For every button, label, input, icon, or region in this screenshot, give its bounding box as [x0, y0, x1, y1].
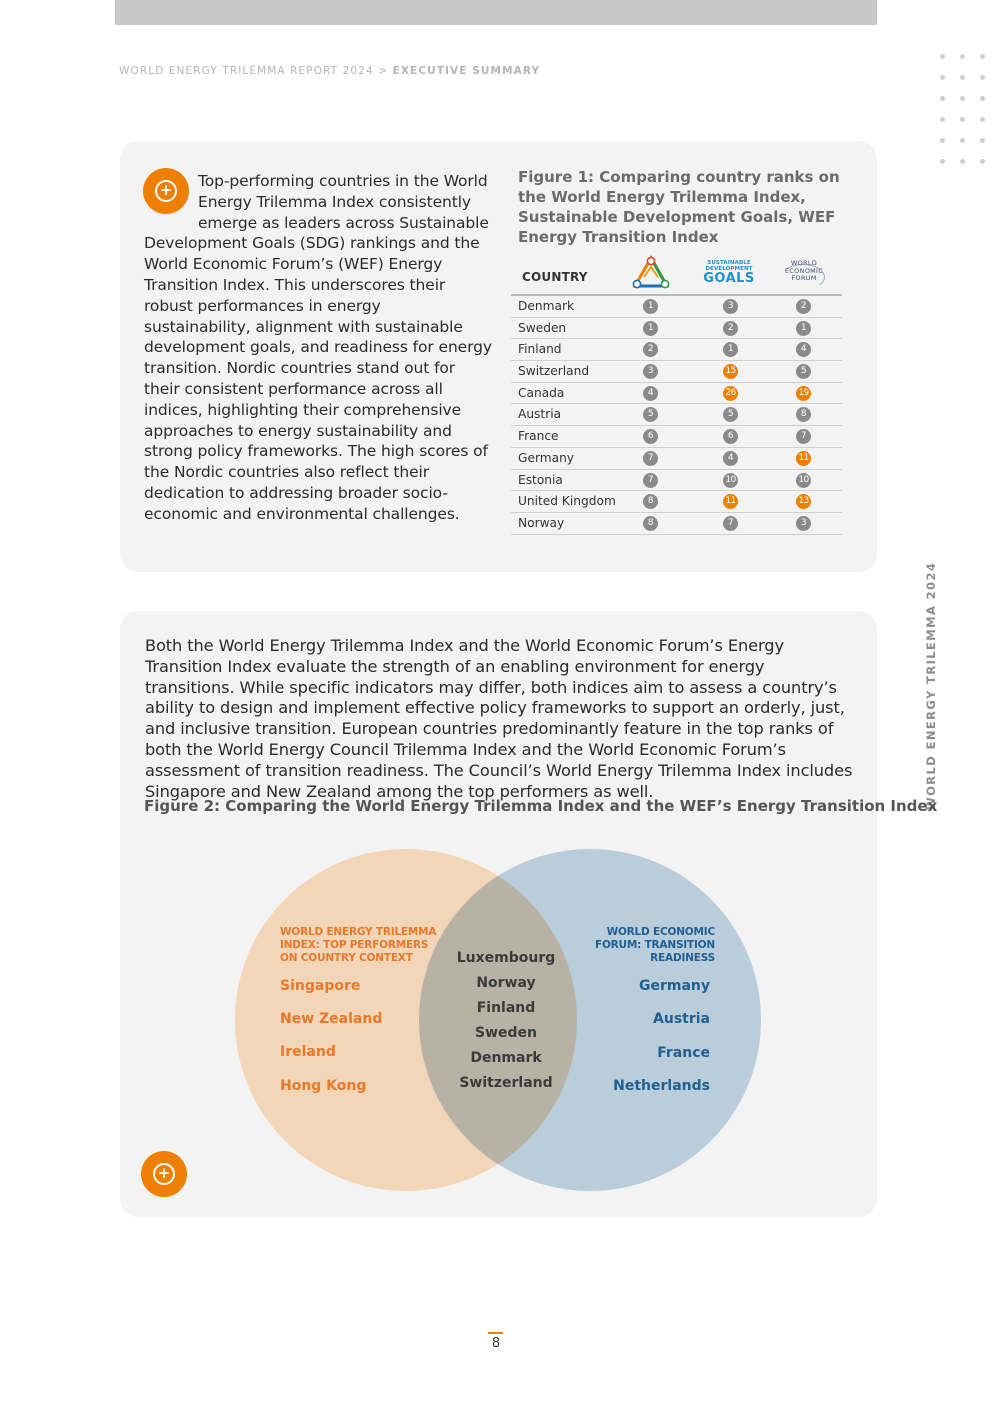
- country-name: United Kingdom: [518, 494, 616, 509]
- trilemma-rank-badge: 2: [643, 342, 658, 357]
- country-name: Sweden: [518, 320, 567, 335]
- sdg-rank-badge: 15: [723, 364, 738, 379]
- sdg-rank-badge: 5: [723, 407, 738, 422]
- breadcrumb-current: EXECUTIVE SUMMARY: [392, 65, 541, 77]
- sdg-rank-badge: 10: [723, 473, 738, 488]
- side-report-label: WORLD ENERGY TRILEMMA 2024: [924, 561, 938, 810]
- trilemma-rank-badge: 8: [643, 494, 658, 509]
- table-row: [511, 470, 842, 492]
- table-row: [511, 404, 842, 426]
- trilemma-rank-badge: 1: [643, 299, 658, 314]
- venn-right-country: France: [657, 1045, 710, 1061]
- venn-right-country: Austria: [653, 1011, 710, 1027]
- sdg-rank-badge: 1: [723, 342, 738, 357]
- decorative-dot-grid: [936, 50, 988, 166]
- wef-rank-badge: 13: [796, 494, 811, 509]
- rank-table-header: [511, 252, 842, 296]
- breadcrumb-separator: >: [378, 65, 389, 77]
- breadcrumb-parent[interactable]: WORLD ENERGY TRILEMMA REPORT 2024: [119, 65, 374, 77]
- venn-shared-country: Finland: [476, 1000, 536, 1016]
- wef-rank-badge: 19: [796, 386, 811, 401]
- page-number-rule: [488, 1332, 503, 1334]
- country-name: Estonia: [518, 472, 563, 487]
- country-name: Denmark: [518, 299, 575, 313]
- sdg-rank-badge: 11: [723, 494, 738, 509]
- trilemma-rank-badge: 7: [643, 473, 658, 488]
- trilemma-rank-badge: 6: [643, 429, 658, 444]
- wef-rank-badge: 10: [796, 473, 811, 488]
- rank-table: [511, 252, 842, 535]
- intro-paragraph: [144, 171, 492, 525]
- rank-table-body: [511, 296, 842, 535]
- wef-logo-line: FORUM: [791, 274, 817, 282]
- sdg-rank-badge: 3: [723, 299, 738, 314]
- intro-paragraph-text: Top-performing countries in the World Energy Trilemma Index consistently emerge as leaders across Sustainable Development Goals (SDG) rankings and the World Economic Forum’s (WEF) Energy Transition Index. This underscores their robust performances in energy sustainability, alignment with sustainable development goals, and readiness for energy transition. Nordic countries stand out for their consistent performance across all indices, highlighting their comprehensive approaches to energy sustainability and strong policy frameworks. The high scores of the Nordic countries also reflect their dedication to addressing broader socio-economic and environmental challenges.: [144, 172, 492, 523]
- country-name: Switzerland: [518, 364, 590, 379]
- wef-rank-badge: 1: [796, 321, 811, 336]
- sdg-rank-badge: 2: [723, 321, 738, 336]
- table-row: [511, 448, 842, 470]
- trilemma-rank-badge: 4: [643, 386, 658, 401]
- page-number: 8: [491, 1336, 501, 1351]
- venn-shared-country: Switzerland: [459, 1075, 553, 1091]
- figure-2-title: Figure 2: Comparing the World Energy Trilemma Index and the WEF’s Energy Transition Index: [144, 797, 938, 815]
- comparison-paragraph: Both the World Energy Trilemma Index and the World Economic Forum’s Energy Transition Index evaluate the strength of an enabling environment for energy transitions. While specific indicators may differ, both indices aim to assess a country’s ability to design and implement effective policy frameworks to support an orderly, just, and inclusive transition. European countries predominantly feature in the top ranks of both the World Energy Council Trilemma Index and the World Economic Forum’s assessment of transition readiness. The Council’s World Energy Trilemma Index includes Singapore and New Zealand among the top performers as well.: [145, 636, 853, 801]
- venn-shared-country: Luxembourg: [456, 950, 556, 966]
- country-name: Finland: [518, 342, 562, 357]
- country-name: France: [518, 429, 559, 444]
- trilemma-rank-badge: 8: [643, 516, 658, 531]
- venn-shared-country: Sweden: [475, 1025, 537, 1041]
- trilemma-rank-badge: 3: [643, 364, 658, 379]
- wef-rank-badge: 3: [796, 516, 811, 531]
- table-row: [511, 318, 842, 340]
- venn-diagram: [200, 840, 800, 1200]
- venn-heading-trilemma: WORLD ENERGY TRILEMMA INDEX: TOP PERFORMERS ON COUNTRY CONTEXT: [280, 926, 437, 964]
- wef-rank-badge: 11: [796, 451, 811, 466]
- wef-rank-badge: 4: [796, 342, 811, 357]
- wef-rank-badge: 2: [796, 299, 811, 314]
- plus-circle-icon[interactable]: [141, 1151, 187, 1197]
- venn-left-country: Hong Kong: [280, 1078, 367, 1094]
- sdg-logo: [699, 260, 759, 290]
- trilemma-rank-badge: 1: [643, 321, 658, 336]
- country-name: Austria: [518, 407, 562, 422]
- venn-left-country: Singapore: [280, 978, 361, 994]
- venn-shared-country: Denmark: [470, 1050, 542, 1066]
- sdg-rank-badge: 4: [723, 451, 738, 466]
- table-row: [511, 296, 842, 318]
- sdg-logo-small-text: SUSTAINABLE DEVELOPMENT: [705, 260, 753, 272]
- country-name: Canada: [518, 385, 565, 400]
- venn-right-country: Netherlands: [613, 1078, 710, 1094]
- venn-heading-wef: WORLD ECONOMIC FORUM: TRANSITION READINESS: [594, 926, 715, 964]
- table-row: [511, 426, 842, 448]
- sdg-rank-badge: 6: [723, 429, 738, 444]
- table-row: [511, 383, 842, 405]
- table-row: [511, 491, 842, 513]
- table-row: [511, 513, 842, 535]
- wef-logo-line: WORLD: [790, 259, 818, 267]
- wef-rank-badge: 8: [796, 407, 811, 422]
- column-header-country: COUNTRY: [522, 270, 588, 284]
- trilemma-rank-badge: 5: [643, 407, 658, 422]
- wef-logo-line: ECONOMIC: [784, 266, 824, 275]
- sdg-rank-badge: 26: [723, 386, 738, 401]
- figure-1-title: Figure 1: Comparing country ranks on the World Energy Trilemma Index, Sustainable Development Goals, WEF Energy Transition Index: [518, 168, 840, 246]
- country-name: Norway: [518, 515, 565, 530]
- venn-shared-country: Norway: [476, 975, 536, 991]
- venn-right-country: Germany: [638, 978, 710, 994]
- trilemma-logo-icon: [631, 255, 671, 291]
- wef-logo: [779, 260, 829, 292]
- trilemma-rank-badge: 7: [643, 451, 658, 466]
- country-name: Germany: [518, 450, 575, 465]
- venn-left-country: New Zealand: [280, 1011, 383, 1027]
- venn-left-country: Ireland: [280, 1044, 336, 1060]
- header-bar: [115, 0, 877, 25]
- table-row: [511, 339, 842, 361]
- sdg-logo-goals-text: GOALS: [703, 271, 755, 286]
- wef-rank-badge: 5: [796, 364, 811, 379]
- sdg-rank-badge: 7: [723, 516, 738, 531]
- wef-rank-badge: 7: [796, 429, 811, 444]
- table-row: [511, 361, 842, 383]
- breadcrumb: [119, 65, 540, 77]
